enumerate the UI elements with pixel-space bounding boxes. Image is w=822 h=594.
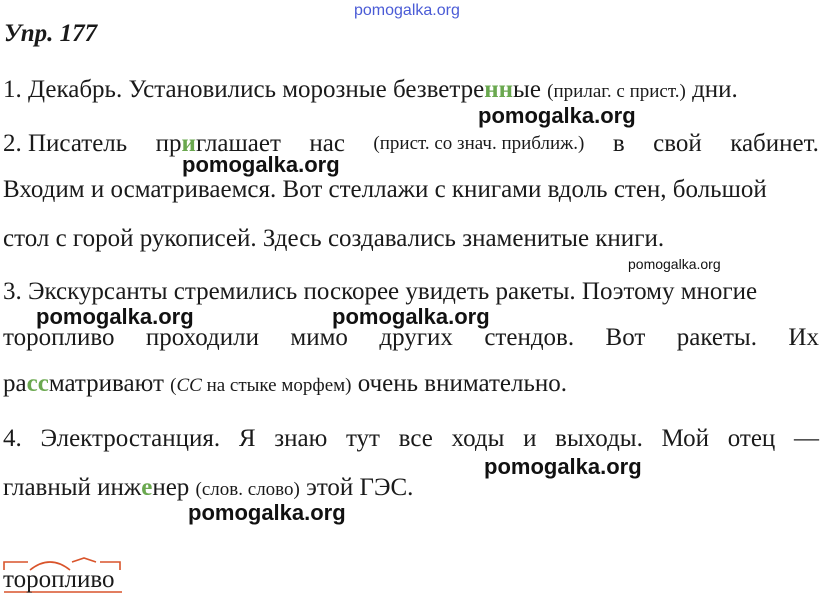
p3-highlight: сс (26, 370, 49, 397)
p3-word: Вот (605, 324, 646, 351)
p3-word: Их (788, 324, 819, 351)
paragraph-2-line-2: Входим и осматриваемся. Вот стеллажи с книгами вдоль стен, большой (3, 176, 767, 203)
p3-word: мимо (290, 324, 348, 351)
paragraph-3-line-2 (3, 323, 819, 353)
p2-word: кабинет. (730, 130, 819, 157)
p4-word: отец (727, 425, 776, 452)
p4-word: ходы (451, 425, 505, 452)
p1-highlight: нн (484, 76, 514, 103)
watermark: pomogalka.org (478, 103, 636, 128)
p3-word: торопливо (3, 324, 115, 351)
p2-note: (прист. со знач. приближ.) (373, 133, 585, 154)
p4-highlight: е (141, 474, 153, 501)
paragraph-3-line-1: 3. Экскурсанты стремились поскорее увидеть ракеты. Поэтому многие (3, 278, 758, 305)
watermark: pomogalka.org (332, 304, 490, 329)
p3-word: других (379, 324, 453, 351)
exercise-title: Упр. 177 (4, 20, 98, 47)
p4-note: (слов. слово) (195, 479, 300, 500)
p4-word: — (793, 425, 819, 452)
watermark: pomogalka.org (182, 152, 340, 177)
p4-word: Электростанция. (40, 425, 221, 452)
p3-note: (СС на стыке морфем) (170, 375, 352, 396)
p2-word-highlighted: приглашает (155, 130, 281, 157)
paragraph-2-line-1 (3, 129, 819, 159)
p4-word: все (398, 425, 433, 452)
p4-word: 4. (3, 425, 22, 452)
watermark: pomogalka.org (628, 256, 721, 272)
p3-word: ракеты. (676, 324, 757, 351)
p3-word: проходили (145, 324, 259, 351)
watermark: pomogalka.org (484, 454, 642, 479)
paragraph-1 (3, 75, 819, 107)
p4-word: выходы. (555, 425, 643, 452)
p2-word: в (612, 130, 625, 157)
p4-word: Я (238, 425, 256, 452)
watermark: pomogalka.org (36, 304, 194, 329)
p2-word: свой (653, 130, 702, 157)
p1-text-d: дни. (685, 76, 738, 103)
watermark-top: pomogalka.org (354, 2, 460, 19)
paragraph-3-line-3: рассматривают (СС на стыке морфем) очень внимательно. (3, 370, 567, 397)
p2-word: 2. Писатель (3, 130, 128, 157)
p1-note: (прилаг. с прист.) (547, 81, 686, 102)
p4-word: знаю (274, 425, 328, 452)
watermark: pomogalka.org (188, 500, 346, 525)
paragraph-4-line-1 (3, 424, 819, 454)
p1-text-a: 1. Декабрь. Установились морозные безветре (3, 76, 485, 103)
paragraph-4-line-2: главный инженер (слов. слово) этой ГЭС. (3, 474, 414, 501)
p3-word: стендов. (484, 324, 575, 351)
paragraph-2-line-3: стол с горой рукописей. Здесь создавались знаменитые книги. (3, 225, 665, 252)
p1-text-c: ые (513, 76, 548, 103)
p4-word: тут (345, 425, 380, 452)
p4-word: Мой (661, 425, 710, 452)
example-word: торопливо (3, 566, 115, 593)
p2-word: нас (309, 130, 345, 157)
p4-word: и (523, 425, 537, 452)
